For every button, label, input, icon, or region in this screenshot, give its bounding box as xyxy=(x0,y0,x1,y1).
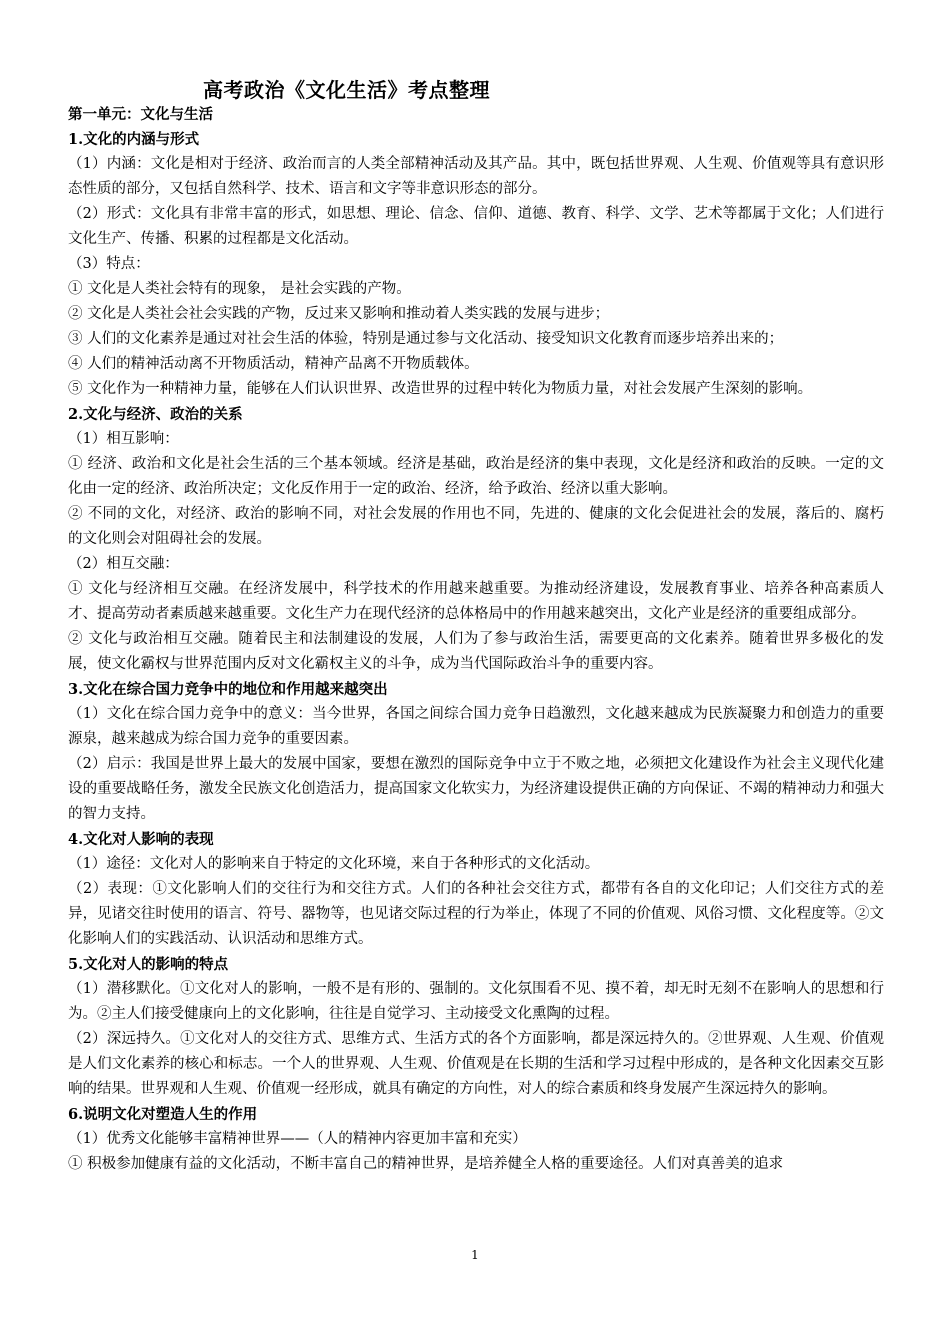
paragraph: （1）相互影响： xyxy=(68,431,179,447)
paragraph: （2）相互交融： xyxy=(68,556,179,572)
paragraph: （1）文化在综合国力竞争中的意义：当今世界，各国之间综合国力竞争日趋激烈，文化越来越成为民族凝聚力和创造力的重要源泉，越来越成为综合国力竞争的重要因素。 xyxy=(68,706,884,747)
paragraph: （3）特点： xyxy=(68,256,150,272)
document-title: 高考政治《文化生活》考点整理 xyxy=(203,78,490,102)
paragraph: ⑤ 文化作为一种精神力量，能够在人们认识世界、改造世界的过程中转化为物质力量，对社会发展产生深刻的影响。 xyxy=(68,381,813,397)
paragraph: ① 文化是人类社会特有的现象， 是社会实践的产物。 xyxy=(68,281,411,297)
section-heading: 5.文化对人的影响的特点 xyxy=(68,956,229,973)
page-number: 1 xyxy=(471,1248,479,1262)
paragraph: ② 不同的文化，对经济、政治的影响不同，对社会发展的作用也不同，先进的、健康的文化会促进社会的发展，落后的、腐朽的文化则会对阻碍社会的发展。 xyxy=(68,506,884,547)
paragraph: （1）途径：文化对人的影响来自于特定的文化环境，来自于各种形式的文化活动。 xyxy=(68,856,600,872)
paragraph: ④ 人们的精神活动离不开物质活动，精神产品离不开物质载体。 xyxy=(68,356,479,372)
paragraph: （2）形式：文化具有非常丰富的形式，如思想、理论、信念、信仰、道德、教育、科学、文学、艺术等都属于文化；人们进行文化生产、传播、积累的过程都是文化活动。 xyxy=(68,206,884,247)
paragraph: （1）内涵：文化是相对于经济、政治而言的人类全部精神活动及其产品。其中，既包括世界观、人生观、价值观等具有意识形态性质的部分，又包括自然科学、技术、语言和文字等非意识形态的部分。 xyxy=(68,156,884,197)
paragraph: （1）优秀文化能够丰富精神世界——（人的精神内容更加丰富和充实） xyxy=(68,1131,527,1147)
section-heading: 4.文化对人影响的表现 xyxy=(68,831,214,848)
section-heading: 3.文化在综合国力竞争中的地位和作用越来越突出 xyxy=(68,681,388,698)
section-heading: 6.说明文化对塑造人生的作用 xyxy=(68,1106,258,1123)
paragraph: ② 文化与政治相互交融。随着民主和法制建设的发展，人们为了参与政治生活，需要更高的文化素养。随着世界多极化的发展，使文化霸权与世界范围内反对文化霸权主义的斗争，成为当代国际政治斗争的重要内容。 xyxy=(68,631,884,672)
paragraph: ① 积极参加健康有益的文化活动，不断丰富自己的精神世界，是培养健全人格的重要途径。人们对真善美的追求 xyxy=(68,1156,784,1172)
paragraph: ② 文化是人类社会社会实践的产物，反过来又影响和推动着人类实践的发展与进步； xyxy=(68,306,610,322)
paragraph: （1）潜移默化。①文化对人的影响，一般不是有形的、强制的。文化氛围看不见、摸不着，却无时无刻不在影响人的思想和行为。②主人们接受健康向上的文化影响，往往是自觉学习、主动接受文化熏陶的过程。 xyxy=(68,981,884,1022)
paragraph: （2）深远持久。①文化对人的交往方式、思维方式、生活方式的各个方面影响，都是深远持久的。②世界观、人生观、价值观是人们文化素养的核心和标志。一个人的世界观、人生观、价值观是在长期的生活和学习过程中形成的，是各种文化因素交互影响的结果。世界观和人生观、价值观一经形成，就具有确定的方向性，对人的综合素质和终身发展产生深远持久的影响。 xyxy=(68,1031,884,1097)
section-heading: 2.文化与经济、政治的关系 xyxy=(68,406,243,423)
section-heading: 1.文化的内涵与形式 xyxy=(68,131,200,148)
paragraph: （2）表现：①文化影响人们的交往行为和交往方式。人们的各种社会交往方式，都带有各自的文化印记；人们交往方式的差异，见诸交往时使用的语言、符号、器物等，也见诸交际过程的行为举止，体现了不同的价值观、风俗习惯、文化程度等。②文化影响人们的实践活动、认识活动和思维方式。 xyxy=(68,881,884,947)
paragraph: （2）启示：我国是世界上最大的发展中国家，要想在激烈的国际竞争中立于不败之地，必须把文化建设作为社会主义现代化建设的重要战略任务，激发全民族文化创造活力，提高国家文化软实力，为经济建设提供正确的方向保证、不竭的精神动力和强大的智力支持。 xyxy=(68,756,884,822)
document-body xyxy=(68,102,884,1177)
paragraph: ① 文化与经济相互交融。在经济发展中，科学技术的作用越来越重要。为推动经济建设，发展教育事业、培养各种高素质人才、提高劳动者素质越来越重要。文化生产力在现代经济的总体格局中的作用越来越突出，文化产业是经济的重要组成部分。 xyxy=(68,581,884,622)
unit-heading: 第一单元：文化与生活 xyxy=(68,106,213,123)
paragraph: ① 经济、政治和文化是社会生活的三个基本领域。经济是基础，政治是经济的集中表现，文化是经济和政治的反映。一定的文化由一定的经济、政治所决定；文化反作用于一定的政治、经济，给予政治、经济以重大影响。 xyxy=(68,456,884,497)
paragraph: ③ 人们的文化素养是通过对社会生活的体验，特别是通过参与文化活动、接受知识文化教育而逐步培养出来的； xyxy=(68,331,784,347)
